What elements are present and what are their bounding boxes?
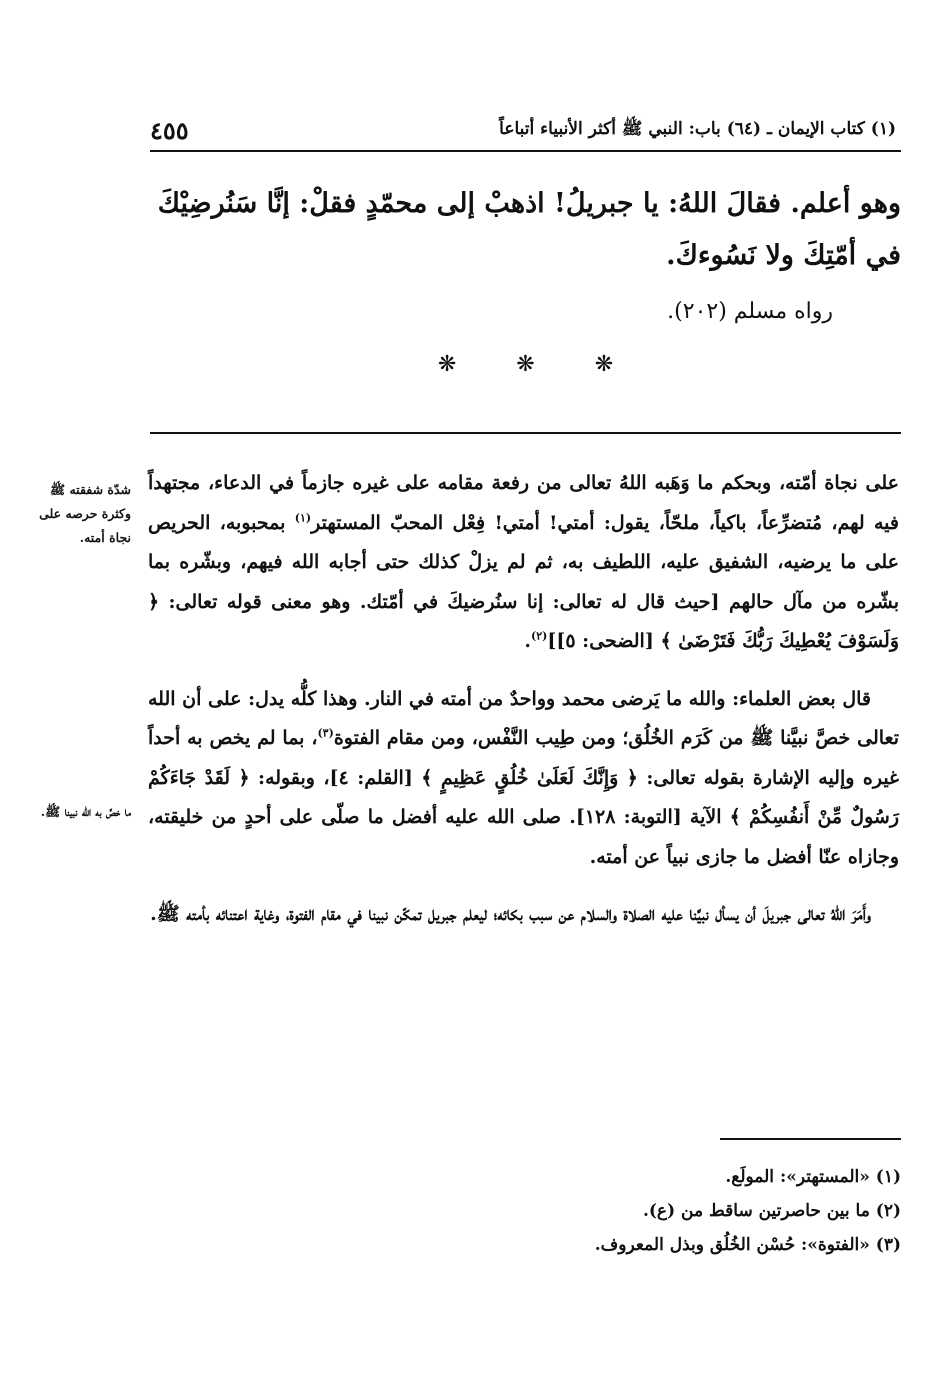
section-rule <box>150 432 901 434</box>
page-header <box>150 112 896 148</box>
footnote-3: (٣) «الفتوة»: حُسْن الخُلُق وبذل المعروف. <box>594 1235 901 1255</box>
commentary-paragraph-1 <box>148 464 899 662</box>
commentary-paragraph-2 <box>148 680 899 878</box>
footnote-rule <box>720 1138 901 1140</box>
running-title: (١) كتاب الإيمان ـ (٦٤) باب: النبي ﷺ أكثر الأنبياء أتباعاً <box>499 118 896 139</box>
paragraph-text: وأَمَرَ اللهُ تعالى جبريلَ أن يسأل نبيَّنا عليه الصلاة والسلام عن سبب بكائه؛ ليعلم جبريل تمكّن نبينا في مقام الفتوة، وغاية اعتنائه بأمته ﷺ. <box>150 903 871 925</box>
margin-note-distinction: ما خصَّ به الله نبينا ﷺ. <box>40 804 131 819</box>
star-ornament: ❋ <box>516 352 535 377</box>
footnote-2: (٢) ما بين حاصرتين ساقط من (ع). <box>642 1201 901 1221</box>
header-rule <box>150 150 901 152</box>
commentary <box>148 464 899 935</box>
footnote-ref-2: (٢) <box>531 629 548 643</box>
hadith-text: وهو أعلم. فقالَ اللهُ: يا جبريلُ! اذهبْ إلى محمّدٍ فقلْ: إنَّا سَنُرضِيْكَ في أمّتِكَ ولا نَسُوءكَ. <box>157 188 901 271</box>
paragraph-text: على نجاة أمّته، وبحكم ما وَهَبه اللهُ تعالى من رفعة مقامه على غيره جازماً في الدعاء، مجتهداً فيه لهم، مُتضرِّعاً، باكياً، ملحّاً، يقول: أمتي! أمتي! فِعْل المحبّ المستهتر <box>148 472 899 534</box>
paragraph-text: قال بعض العلماء: والله ما يَرضى محمد وواحدٌ من أمته في النار. وهذا كلُّه يدل: على أن الله تعالى خصَّ نبيَّنا ﷺ من كَرَم الخُلُق؛ ومن طِيب النَّفْس، ومن مقام الفتوة <box>148 687 899 749</box>
footnotes <box>150 1160 901 1262</box>
footnote-1: (١) «المستهتر»: المولَع. <box>725 1167 901 1187</box>
page-number: ٤٥٥ <box>150 115 189 145</box>
margin-note-compassion: شدّة شفقته ﷺ وكثرة حرصه على نجاة أمته. <box>39 482 131 545</box>
commentary-paragraph-3 <box>148 895 899 935</box>
hadith-source: رواه مسلم (٢٠٢). <box>667 299 833 324</box>
footnote-ref-1: (١) <box>294 511 312 525</box>
footnote-ref-3: (٣) <box>317 726 334 740</box>
paragraph-text: بمحبوبه، الحريص على ما يرضيه، الشفيق عليه، اللطيف به، ثم لم يزلْ كذلك حتى أجابه الله فيهم، وبشّره بما بشّره من مآل حالهم [حيث قال له تعالى: إنا سنُرضيكَ في أمّتك. وهو معنى قوله تعالى: ﴿ وَلَسَوْفَ يُعْطِيكَ رَبُّكَ فَتَرْضَىٰ ﴾ [الضحى: ٥]] <box>148 511 899 652</box>
paragraph-text: . <box>524 630 531 652</box>
star-separator <box>150 352 901 377</box>
star-ornament: ❋ <box>594 352 614 377</box>
star-ornament: ❋ <box>437 352 457 377</box>
paragraph-text: ، بما لم يخص به أحداً غيره وإليه الإشارة بقوله تعالى: ﴿ وَإِنَّكَ لَعَلَىٰ خُلُقٍ عَظِيمٍ ﴾ [القلم: ٤]، وبقوله: ﴿ لَقَدْ جَاءَكُمْ رَسُولٌ مِّنْ أَنفُسِكُمْ ﴾ الآية [التوبة: ١٢٨]. صلى الله عليه أفضل ما صلّى على أحدٍ من خليقته، وجازاه عنّا أفضل ما جازى نبياً عن أمته. <box>148 727 899 868</box>
